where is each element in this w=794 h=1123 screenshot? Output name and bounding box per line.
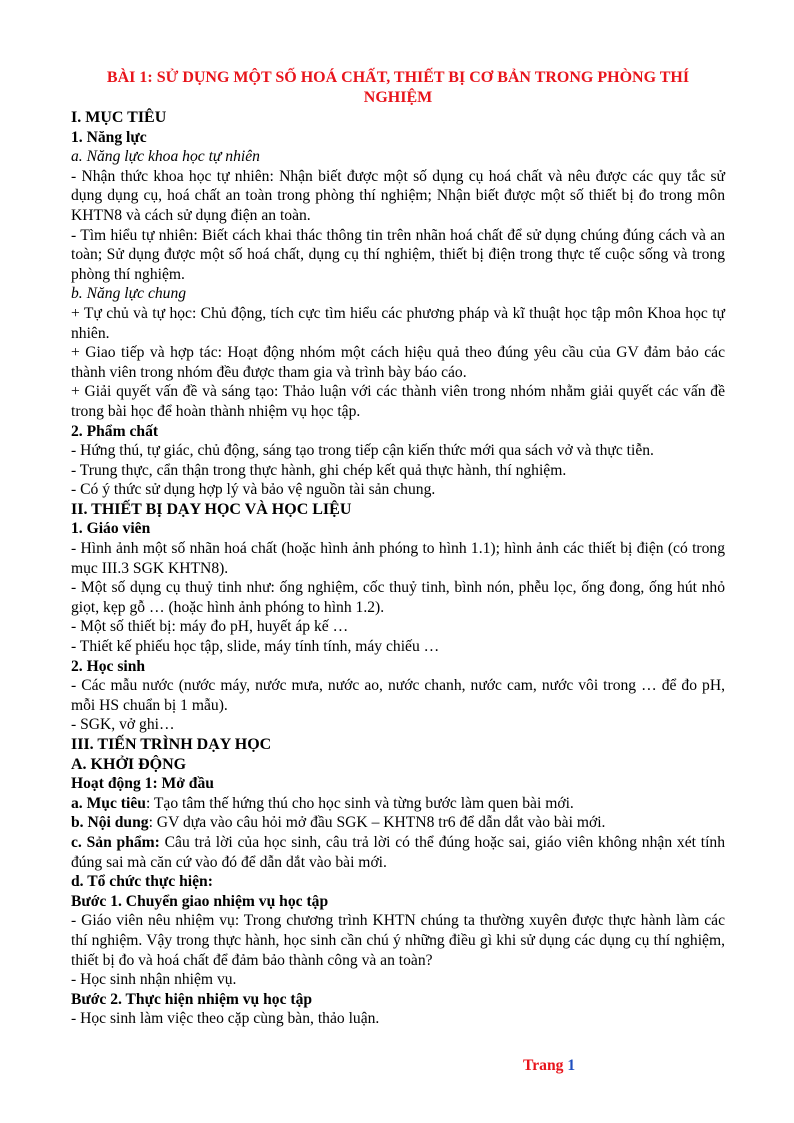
step-heading: Bước 2. Thực hiện nhiệm vụ học tập <box>71 990 313 1008</box>
section-heading: III. TIẾN TRÌNH DẠY HỌC <box>71 736 272 753</box>
inline-label: b. Nội dung <box>71 814 149 832</box>
paragraph: - Có ý thức sử dụng hợp lý và bảo vệ nguồn tài sản chung. <box>71 481 436 499</box>
paragraph: - Các mẫu nước (nước máy, nước mưa, nước ao, nước chanh, nước cam, nước vôi trong … để đo pH, mỗi HS chuẩn bị 1 mẫu). <box>71 677 725 714</box>
inline-text: : GV dựa vào câu hỏi mở đầu SGK – KHTN8 tr6 để dẫn dắt vào bài mới. <box>148 814 606 832</box>
inline-text: : Tạo tâm thế hứng thú cho học sinh và từng bước làm quen bài mới. <box>145 794 574 812</box>
page-number: 1 <box>567 1057 576 1074</box>
inline-text: Câu trả lời của học sinh, câu trả lời có thể đúng hoặc sai, giáo viên không nhận xét tính đúng sai mà căn cứ vào đó để dẫn dắt vào bài mới. <box>71 833 725 871</box>
subheading: d. Tổ chức thực hiện: <box>71 873 213 891</box>
document-body <box>71 68 725 1029</box>
subsection-label: a. Năng lực khoa học tự nhiên <box>71 148 260 166</box>
paragraph: + Giải quyết vấn đề và sáng tạo: Thảo luận với các thành viên trong nhóm nhằm giải quyết các vấn đề trong bài học để hoàn thành nhiệm vụ học tập. <box>71 383 725 420</box>
paragraph: - Giáo viên nêu nhiệm vụ: Trong chương trình KHTN chúng ta thường xuyên được thực hành làm các thí nghiệm. Vậy trong thực hành, học sinh cần chú ý những điều gì khi sử dụng các dụng cụ thí nghiệm, thiết bị đo và hoá chất để đảm bảo thành công và an toàn? <box>71 912 725 969</box>
page-footer <box>523 1056 575 1076</box>
paragraph <box>71 794 725 814</box>
paragraph <box>71 833 725 872</box>
inline-label: c. Sản phẩm: <box>71 833 160 851</box>
activity-heading: Hoạt động 1: Mở đầu <box>71 775 214 793</box>
step-heading: Bước 1. Chuyển giao nhiệm vụ học tập <box>71 892 329 910</box>
paragraph: + Giao tiếp và hợp tác: Hoạt động nhóm một cách hiệu quả theo đúng yêu cầu của GV đảm bảo các thành viên trong nhóm đều được tham gia và trình bày báo cáo. <box>71 344 725 381</box>
subheading: 2. Phẩm chất <box>71 422 159 440</box>
subheading: 1. Giáo viên <box>71 520 151 538</box>
paragraph: - Hứng thú, tự giác, chủ động, sáng tạo trong tiếp cận kiến thức mới qua sách vở và thực tiễn. <box>71 442 654 460</box>
paragraph: - Hình ảnh một số nhãn hoá chất (hoặc hình ảnh phóng to hình 1.1); hình ảnh các thiết bị điện (có trong mục III.3 SGK KHTN8). <box>71 540 725 577</box>
paragraph: - Học sinh làm việc theo cặp cùng bàn, thảo luận. <box>71 1010 380 1028</box>
subsection-label: b. Năng lực chung <box>71 285 187 303</box>
paragraph: - Một số dụng cụ thuỷ tinh như: ống nghiệm, cốc thuỷ tinh, bình nón, phễu lọc, ống đong, ống hút nhỏ giọt, kẹp gỗ … (hoặc hình ảnh phóng to hình 1.2). <box>71 579 725 616</box>
inline-label: a. Mục tiêu <box>71 794 146 812</box>
paragraph <box>71 813 725 833</box>
section-heading: I. MỤC TIÊU <box>71 109 167 126</box>
paragraph: - Thiết kế phiếu học tập, slide, máy tính tính, máy chiếu … <box>71 638 440 656</box>
lesson-title: BÀI 1: SỬ DỤNG MỘT SỐ HOÁ CHẤT, THIẾT BỊ CƠ BẢN TRONG PHÒNG THÍ NGHIỆM <box>106 69 690 106</box>
paragraph: - Trung thực, cẩn thận trong thực hành, ghi chép kết quả thực hành, thí nghiệm. <box>71 461 567 479</box>
paragraph: - Một số thiết bị: máy đo pH, huyết áp kế … <box>71 618 349 636</box>
subheading: 2. Học sinh <box>71 657 146 675</box>
paragraph: - Tìm hiểu tự nhiên: Biết cách khai thác thông tin trên nhãn hoá chất để sử dụng chúng đúng cách và an toàn; Sử dụng được một số hoá chất, dụng cụ thí nghiệm, thiết bị điện trong thực tế cuộc sống và trong phòng thí nghiệm. <box>71 226 725 283</box>
section-heading: A. KHỞI ĐỘNG <box>71 755 187 773</box>
page-label: Trang <box>523 1057 568 1074</box>
subheading: 1. Năng lực <box>71 128 147 146</box>
paragraph: - SGK, vở ghi… <box>71 716 175 734</box>
section-heading: II. THIẾT BỊ DẠY HỌC VÀ HỌC LIỆU <box>71 500 352 518</box>
paragraph: - Nhận thức khoa học tự nhiên: Nhận biết được một số dụng cụ hoá chất và nêu được các quy tắc sử dụng dụng cụ, hoá chất an toàn trong phòng thí nghiệm; Nhận biết được một số thiết bị đo trong môn KHTN8 và cách sử dụng điện an toàn. <box>71 167 725 224</box>
paragraph: - Học sinh nhận nhiệm vụ. <box>71 971 237 989</box>
paragraph: + Tự chủ và tự học: Chủ động, tích cực tìm hiểu các phương pháp và kĩ thuật học tập môn Khoa học tự nhiên. <box>71 304 725 342</box>
